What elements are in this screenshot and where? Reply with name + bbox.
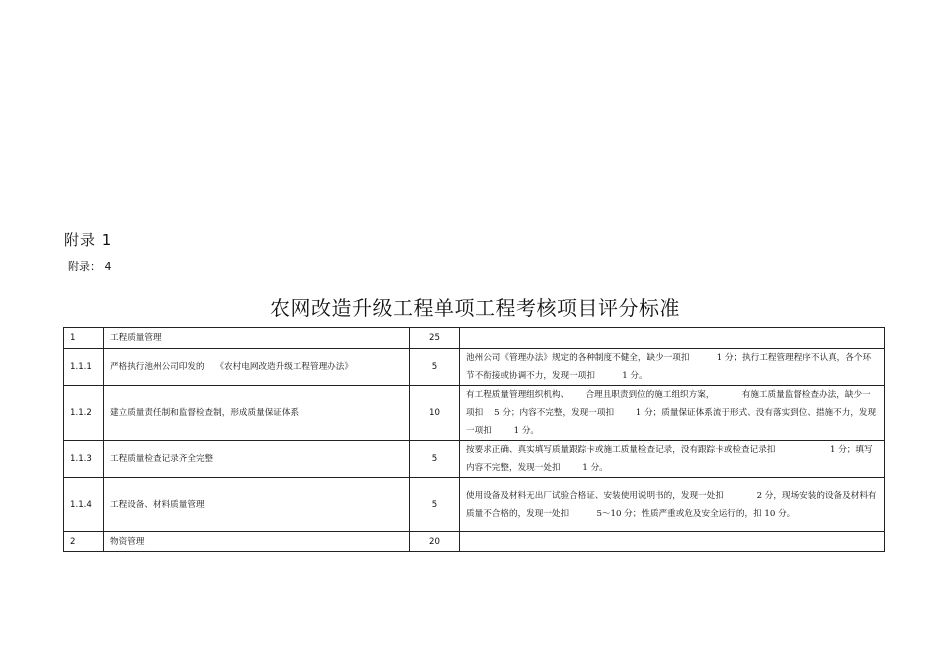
table-row: [64, 386, 885, 441]
item-score: 5: [410, 349, 460, 386]
item-name: 工程设备、材料质量管理: [104, 478, 410, 532]
item-number: 1.1.4: [64, 478, 104, 532]
scoring-standard: [460, 532, 885, 552]
item-name: 严格执行池州公司印发的 《农村电网改造升级工程管理办法》: [104, 349, 410, 386]
item-number: 1: [64, 328, 104, 349]
scoring-standard: 池州公司《管理办法》规定的各种制度不健全，缺少一项扣 1 分；执行工程管理程序不认真，各个环节不衔接或协调不力，发现一项扣 1 分。: [460, 349, 885, 386]
table-row: [64, 328, 885, 349]
document-title: 农网改造升级工程单项工程考核项目评分标准: [270, 296, 680, 320]
table-row: [64, 532, 885, 552]
item-name: 建立质量责任制和监督检查制，形成质量保证体系: [104, 386, 410, 441]
item-score: 20: [410, 532, 460, 552]
item-number: 1.1.3: [64, 441, 104, 478]
item-name: 工程质量检查记录齐全完整: [104, 441, 410, 478]
item-name: 工程质量管理: [104, 328, 410, 349]
item-score: 25: [410, 328, 460, 349]
item-number: 2: [64, 532, 104, 552]
scoring-standard: 有工程质量管理组织机构、 合理且职责到位的施工组织方案， 有施工质量监督检查办法，缺少一项扣 5 分；内容不完整，发现一项扣 1 分；质量保证体系流于形式、没有落实到位、措施不力，发现一项扣 1 分。: [460, 386, 885, 441]
item-score: 10: [410, 386, 460, 441]
scoring-standard: 使用设备及材料无出厂试验合格证、安装使用说明书的，发现一处扣 2 分，现场安装的设备及材料有质量不合格的，发现一处扣 5～10 分；性质严重或危及安全运行的，扣 10 分。: [460, 478, 885, 532]
table-row: [64, 349, 885, 386]
table-row: [64, 441, 885, 478]
appendix-heading: 附录 1: [64, 231, 113, 249]
item-name: 物资管理: [104, 532, 410, 552]
item-number: 1.1.1: [64, 349, 104, 386]
item-score: 5: [410, 478, 460, 532]
scoring-standard: 按要求正确、真实填写质量跟踪卡或施工质量检查记录，没有跟踪卡或检查记录扣 1 分；填写内容不完整，发现一处扣 1 分。: [460, 441, 885, 478]
scoring-table: [63, 327, 885, 552]
scoring-standard: [460, 328, 885, 349]
item-score: 5: [410, 441, 460, 478]
item-number: 1.1.2: [64, 386, 104, 441]
table-row: [64, 478, 885, 532]
appendix-subheading: 附录： 4: [68, 260, 112, 273]
